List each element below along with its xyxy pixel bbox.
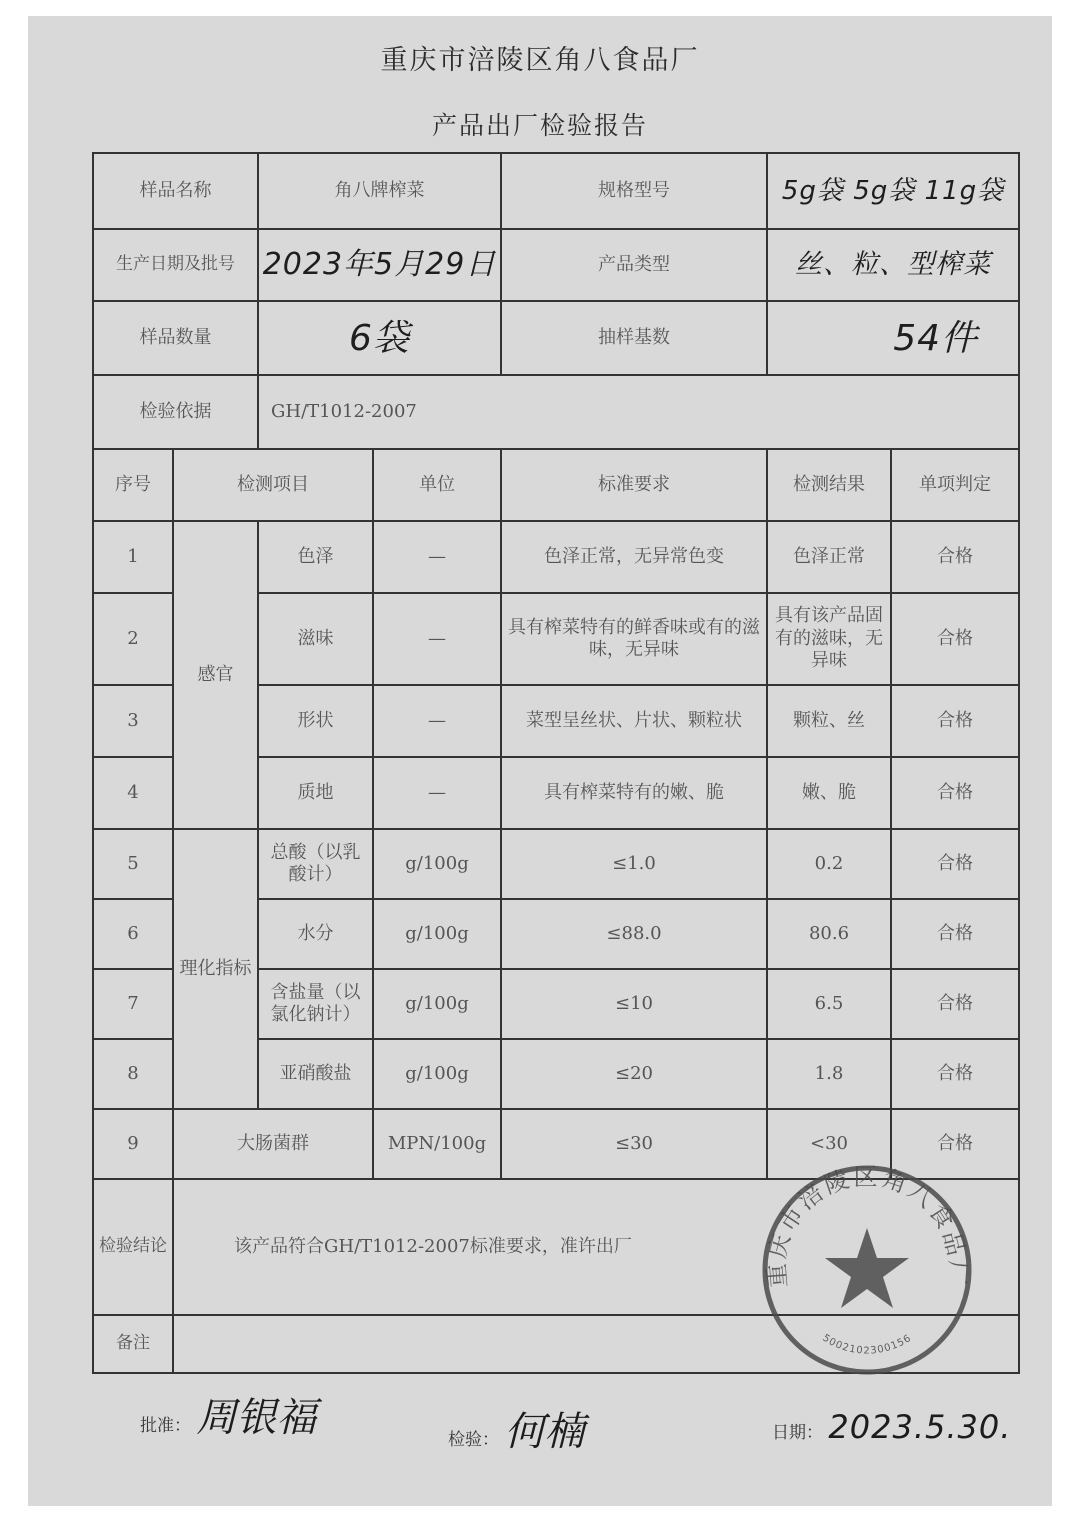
sampling-base-label: 抽样基数 — [501, 301, 767, 375]
row-result: <30 — [767, 1109, 891, 1179]
basis-label: 检验依据 — [93, 375, 258, 449]
row-no: 4 — [93, 757, 173, 829]
row-result: 色泽正常 — [767, 521, 891, 593]
row-verdict: 合格 — [891, 829, 1019, 899]
seal-text: 重庆市涪陵区角八食品厂 — [762, 1163, 972, 1289]
prod-date-label: 生产日期及批号 — [93, 229, 258, 301]
col-no-header: 序号 — [93, 449, 173, 521]
row-unit: g/100g — [373, 969, 501, 1039]
row-no: 9 — [93, 1109, 173, 1179]
spec-value: 5g袋 5g袋 11g袋 — [767, 153, 1019, 229]
row-result: 1.8 — [767, 1039, 891, 1109]
sampling-base-value: 54件 — [767, 301, 1019, 375]
group-sensory: 感官 — [173, 521, 258, 829]
row-result: 80.6 — [767, 899, 891, 969]
official-seal — [757, 1160, 977, 1380]
row-standard: 菜型呈丝状、片状、颗粒状 — [501, 685, 767, 757]
row-standard: ≤30 — [501, 1109, 767, 1179]
row-standard: ≤1.0 — [501, 829, 767, 899]
category-label: 产品类型 — [501, 229, 767, 301]
spec-label: 规格型号 — [501, 153, 767, 229]
row-verdict: 合格 — [891, 757, 1019, 829]
row-unit: g/100g — [373, 829, 501, 899]
row-standard: ≤10 — [501, 969, 767, 1039]
seal-code: 5002102300156 — [820, 1332, 914, 1357]
row-verdict: 合格 — [891, 1039, 1019, 1109]
row-verdict: 合格 — [891, 521, 1019, 593]
row-unit: — — [373, 685, 501, 757]
report-title: 产品出厂检验报告 — [431, 111, 648, 140]
basis-value: GH/T1012-2007 — [258, 375, 1019, 449]
row-item: 形状 — [258, 685, 373, 757]
sample-name-label: 样品名称 — [93, 153, 258, 229]
row-item: 含盐量（以氯化钠计） — [258, 969, 373, 1039]
date-block — [772, 1408, 1011, 1446]
row-item: 质地 — [258, 757, 373, 829]
row-unit: — — [373, 757, 501, 829]
info-row-sample — [93, 153, 1019, 229]
column-header-row — [93, 449, 1019, 521]
row-verdict: 合格 — [891, 899, 1019, 969]
row-item: 色泽 — [258, 521, 373, 593]
row-standard: 具有榨菜特有的鲜香味或有的滋味，无异味 — [501, 593, 767, 685]
date-label: 日期： — [772, 1423, 823, 1443]
row-no: 5 — [93, 829, 173, 899]
row-item: 滋味 — [258, 593, 373, 685]
col-unit-header: 单位 — [373, 449, 501, 521]
table-row — [93, 521, 1019, 593]
row-no: 8 — [93, 1039, 173, 1109]
sample-qty-label: 样品数量 — [93, 301, 258, 375]
row-no: 2 — [93, 593, 173, 685]
company-title: 重庆市涪陵区角八食品厂 — [380, 45, 700, 76]
remark-label: 备注 — [93, 1315, 173, 1373]
row-no: 7 — [93, 969, 173, 1039]
row-item: 总酸（以乳酸计） — [258, 829, 373, 899]
seal-star-icon — [825, 1228, 909, 1308]
row-standard: ≤88.0 — [501, 899, 767, 969]
row-unit: g/100g — [373, 1039, 501, 1109]
date-value: 2023.5.30. — [828, 1408, 1012, 1446]
info-row-date — [93, 229, 1019, 301]
row-item: 亚硝酸盐 — [258, 1039, 373, 1109]
row-unit: g/100g — [373, 899, 501, 969]
col-item-header: 检测项目 — [173, 449, 373, 521]
row-result: 0.2 — [767, 829, 891, 899]
row-verdict: 合格 — [891, 593, 1019, 685]
sample-name-value: 角八牌榨菜 — [258, 153, 501, 229]
inspect-block — [448, 1400, 584, 1457]
conclusion-text: 该产品符合GH/T1012-2007标准要求，准许出厂 — [173, 1179, 1019, 1315]
row-no: 1 — [93, 521, 173, 593]
sample-qty-value: 6袋 — [258, 301, 501, 375]
inspect-label: 检验： — [448, 1430, 499, 1450]
approve-label: 批准： — [140, 1416, 191, 1436]
row-unit: — — [373, 593, 501, 685]
row-item: 水分 — [258, 899, 373, 969]
row-result: 颗粒、丝 — [767, 685, 891, 757]
row-standard: ≤20 — [501, 1039, 767, 1109]
row-unit: — — [373, 521, 501, 593]
row-verdict: 合格 — [891, 969, 1019, 1039]
row-no: 3 — [93, 685, 173, 757]
group-physchem: 理化指标 — [173, 829, 258, 1109]
conclusion-label: 检验结论 — [93, 1179, 173, 1315]
approve-signature: 周银福 — [196, 1395, 317, 1441]
approve-block — [140, 1386, 316, 1443]
info-row-basis — [93, 375, 1019, 449]
prod-date-value: 2023年5月29日 — [258, 229, 501, 301]
row-result: 6.5 — [767, 969, 891, 1039]
row-standard: 色泽正常，无异常色变 — [501, 521, 767, 593]
info-row-qty — [93, 301, 1019, 375]
table-row — [93, 829, 1019, 899]
category-value: 丝、粒、型榨菜 — [767, 229, 1019, 301]
row-verdict: 合格 — [891, 1109, 1019, 1179]
col-result-header: 检测结果 — [767, 449, 891, 521]
row-unit: MPN/100g — [373, 1109, 501, 1179]
col-standard-header: 标准要求 — [501, 449, 767, 521]
row-standard: 具有榨菜特有的嫩、脆 — [501, 757, 767, 829]
row-result: 具有该产品固有的滋味，无异味 — [767, 593, 891, 685]
row-verdict: 合格 — [891, 685, 1019, 757]
row-result: 嫩、脆 — [767, 757, 891, 829]
inspect-signature: 何楠 — [504, 1409, 585, 1455]
col-verdict-header: 单项判定 — [891, 449, 1019, 521]
row-no: 6 — [93, 899, 173, 969]
row-item: 大肠菌群 — [173, 1109, 373, 1179]
